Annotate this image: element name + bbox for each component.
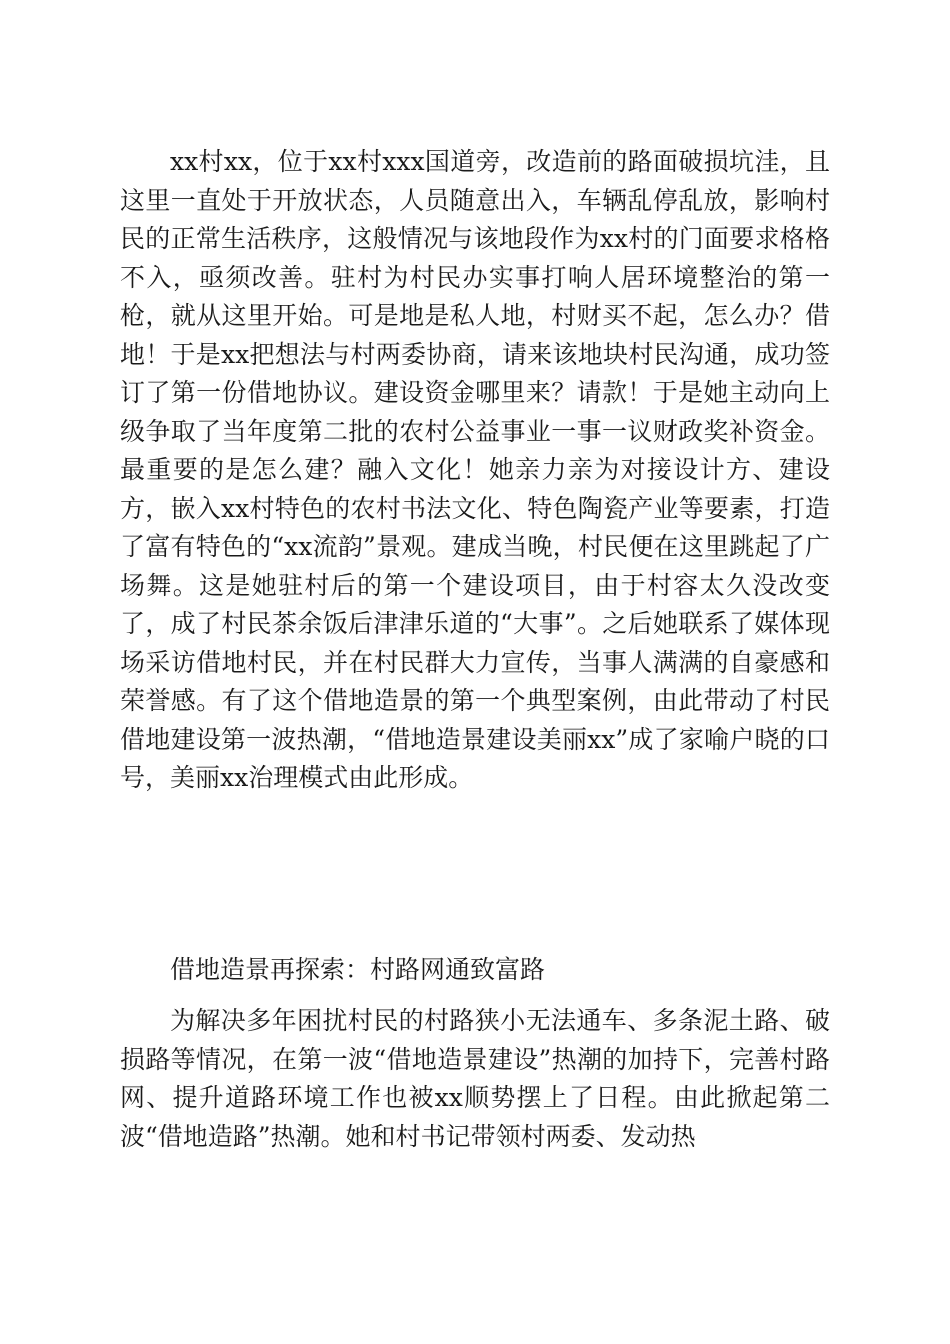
section-heading xyxy=(120,951,830,990)
body-paragraph xyxy=(120,1002,830,1156)
body-paragraph xyxy=(120,143,830,798)
section-heading-text: 借地造景再探索：村路网通致富路 xyxy=(170,955,546,984)
paragraph-text: 为解决多年困扰村民的村路狭小无法通车、多条泥土路、破损路等情况，在第一波“借地造景建设”热潮的加持下，完善村路网、提升道路环境工作也被xx顺势摆上了日程。由此掀起第二波“借地造路”热潮。她和村书记带领村两委、发动热 xyxy=(120,1006,830,1151)
paragraph-text: xx村xx，位于xx村xxx国道旁，改造前的路面破损坑洼，且这里一直处于开放状态，人员随意出入，车辆乱停乱放，影响村民的正常生活秩序，这般情况与该地段作为xx村的门面要求格格不入，亟须改善。驻村为村民办实事打响人居环境整治的第一枪，就从这里开始。可是地是私人地，村财买不起，怎么办？借地！于是xx把想法与村两委协商，请来该地块村民沟通，成功签订了第一份借地协议。建设资金哪里来？请款！于是她主动向上级争取了当年度第二批的农村公益事业一事一议财政奖补资金。最重要的是怎么建？融入文化！她亲力亲为对接设计方、建设方，嵌入xx村特色的农村书法文化、特色陶瓷产业等要素，打造了富有特色的“xx流韵”景观。建成当晚，村民便在这里跳起了广场舞。这是她驻村后的第一个建设项目，由于村容太久没改变了，成了村民茶余饭后津津乐道的“大事”。之后她联系了媒体现场采访借地村民，并在村民群大力宣传，当事人满满的自豪感和荣誉感。有了这个借地造景的第一个典型案例，由此带动了村民借地建设第一波热潮，“借地造景建设美丽xx”成了家喻户晓的口号，美丽xx治理模式由此形成。 xyxy=(120,147,830,792)
